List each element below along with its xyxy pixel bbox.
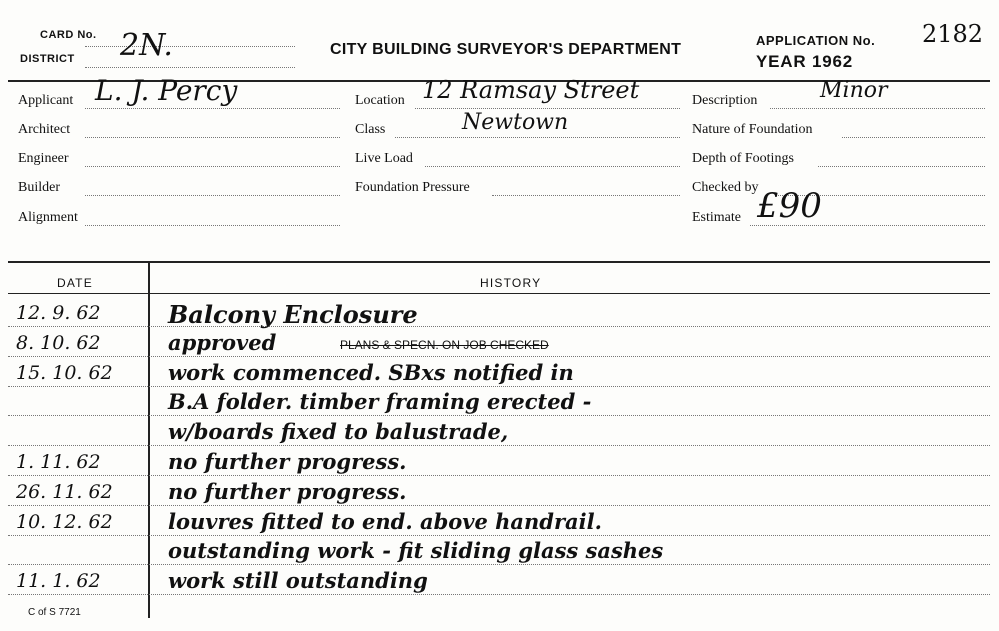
struck-out-stamp: PLANS & SPECN. ON JOB CHECKED <box>340 337 549 352</box>
application-label: APPLICATION No. <box>756 33 876 48</box>
history-rule <box>8 326 990 327</box>
department-title: CITY BUILDING SURVEYOR'S DEPARTMENT <box>330 41 682 58</box>
location-label: Location <box>355 93 405 108</box>
history-column-header: HISTORY <box>480 276 542 290</box>
nature-of-foundation-label: Nature of Foundation <box>692 122 813 137</box>
live-load-label: Live Load <box>355 151 413 166</box>
checked-by-label: Checked by <box>692 180 759 195</box>
history-rule <box>8 564 990 565</box>
estimate-label: Estimate <box>692 210 741 225</box>
history-entry: louvres fitted to end. above handrail. <box>168 508 602 534</box>
depth-of-footings-label: Depth of Footings <box>692 151 794 166</box>
history-date: 12. 9. 62 <box>16 302 101 324</box>
history-date: 1. 11. 62 <box>16 451 101 473</box>
history-entry: no further progress. <box>168 449 407 474</box>
history-rule <box>8 475 990 476</box>
class-label: Class <box>355 122 386 137</box>
description-value: Minor <box>820 78 888 103</box>
history-date: 10. 12. 62 <box>16 510 113 533</box>
history-rule <box>8 594 990 595</box>
card-no-label: CARD No. <box>40 29 97 41</box>
history-rule <box>8 356 990 357</box>
district-value: 2N. <box>120 28 173 63</box>
history-entry: Balcony Enclosure <box>168 300 418 329</box>
history-entry: B.A folder. timber framing erected - <box>168 389 592 415</box>
history-rule <box>8 535 990 536</box>
builder-label: Builder <box>18 180 60 195</box>
history-date: 11. 1. 62 <box>16 570 101 593</box>
application-number: 2182 <box>922 20 984 48</box>
architect-label: Architect <box>18 122 71 137</box>
form-code: C of S 7721 <box>28 607 81 618</box>
history-rule <box>8 415 990 416</box>
history-entry: work still outstanding <box>168 568 428 594</box>
history-entry: no further progress. <box>168 478 407 504</box>
history-entry: w/boards fixed to balustrade, <box>168 419 509 445</box>
date-column-header: DATE <box>57 276 93 290</box>
history-entry: work commenced. SBxs notified in <box>168 359 574 385</box>
history-date: 15. 10. 62 <box>16 361 113 384</box>
foundation-pressure-label: Foundation Pressure <box>355 180 470 195</box>
history-date: 26. 11. 62 <box>16 480 113 503</box>
description-label: Description <box>692 93 758 108</box>
district-label: DISTRICT <box>20 53 75 65</box>
history-rule <box>8 505 990 506</box>
alignment-label: Alignment <box>18 210 78 225</box>
class-value: Newtown <box>462 110 569 135</box>
history-rule <box>8 445 990 446</box>
applicant-label: Applicant <box>18 93 74 108</box>
engineer-label: Engineer <box>18 151 69 166</box>
history-entry: approved <box>168 329 277 355</box>
applicant-value: L. J. Percy <box>95 74 238 107</box>
history-entry: outstanding work - fit sliding glass sashes <box>168 538 664 564</box>
history-date: 8. 10. 62 <box>16 331 101 354</box>
history-rule <box>8 386 990 387</box>
location-value: 12 Ramsay Street <box>422 76 640 104</box>
year-label: YEAR 1962 <box>756 52 853 71</box>
estimate-value: £90 <box>757 186 822 226</box>
